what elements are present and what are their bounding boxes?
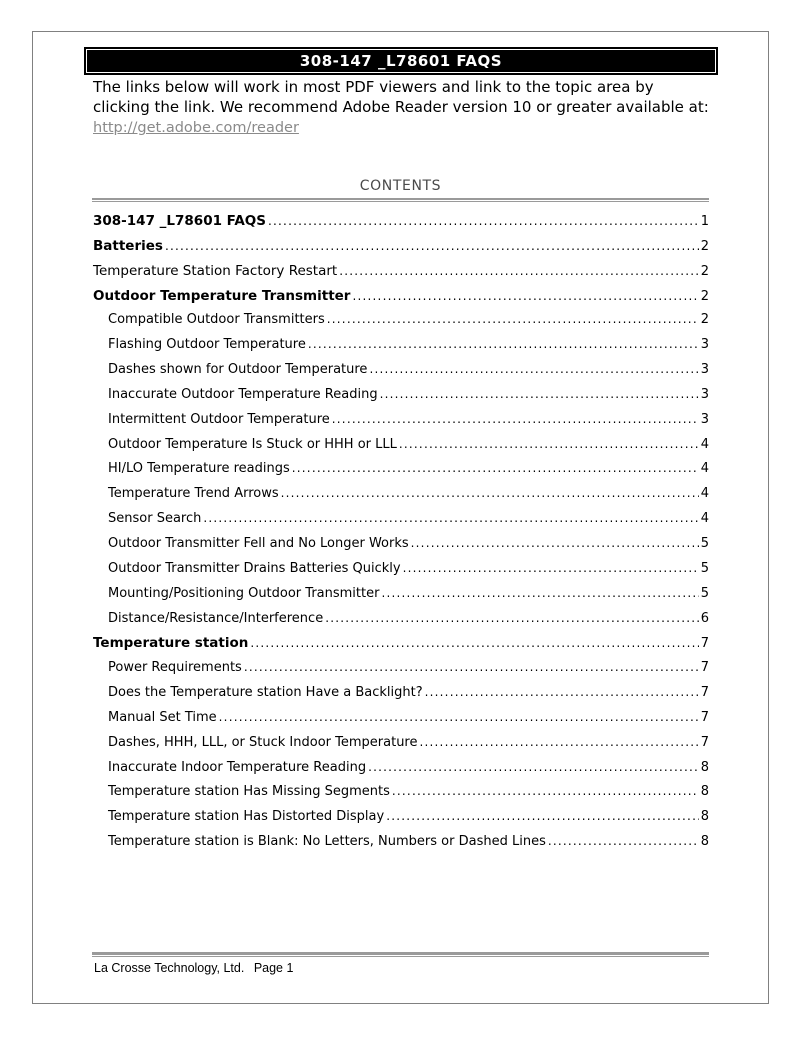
toc-entry-flashing-outdoor[interactable] xyxy=(93,337,709,362)
toc-leader xyxy=(268,214,699,228)
toc-leader xyxy=(203,511,698,525)
toc-entry-label: Temperature station Has Missing Segments xyxy=(108,784,390,800)
toc-page-number: 8 xyxy=(700,784,709,800)
toc-page-number: 1 xyxy=(700,214,709,229)
toc-leader xyxy=(339,264,698,278)
toc-leader xyxy=(281,486,699,500)
toc-entry-label: HI/LO Temperature readings xyxy=(108,461,290,477)
toc-page-number: 3 xyxy=(700,362,709,378)
toc-leader xyxy=(368,760,699,774)
toc-page-number: 4 xyxy=(700,436,709,452)
toc-entry-factory-restart[interactable] xyxy=(93,263,709,288)
toc-leader xyxy=(399,437,699,451)
toc-entry-label: Inaccurate Outdoor Temperature Reading xyxy=(108,386,378,402)
page-footer xyxy=(94,961,299,975)
toc-page-number: 8 xyxy=(700,809,709,825)
toc-leader xyxy=(386,809,699,823)
toc-entry-intermittent-outdoor[interactable] xyxy=(93,412,709,437)
toc-leader xyxy=(369,362,698,376)
intro-paragraph xyxy=(93,77,713,138)
toc-entry-label: Mounting/Positioning Outdoor Transmitter xyxy=(108,585,380,601)
toc-page-number: 5 xyxy=(700,585,709,601)
toc-entry-faqs[interactable] xyxy=(93,213,709,238)
toc-page-number: 3 xyxy=(700,337,709,353)
toc-leader xyxy=(548,834,699,848)
toc-leader xyxy=(292,461,699,475)
toc-entry-inaccurate-outdoor[interactable] xyxy=(93,387,709,412)
toc-entry-label: Compatible Outdoor Transmitters xyxy=(108,312,325,328)
toc-page-number: 7 xyxy=(700,685,709,701)
toc-leader xyxy=(381,586,698,600)
toc-page-number: 7 xyxy=(700,636,709,652)
toc-entry-backlight[interactable] xyxy=(93,685,709,710)
toc-page-number: 2 xyxy=(700,263,709,279)
intro-text: The links below will work in most PDF viewers and link to the topic area by clicking the link. We recommend Adobe Reader version 10 or greater available at: xyxy=(93,78,709,116)
toc-entry-label: Manual Set Time xyxy=(108,709,217,725)
toc-page-number: 2 xyxy=(700,288,709,304)
contents-divider xyxy=(92,198,709,202)
toc-page-number: 4 xyxy=(700,461,709,477)
toc-entry-stuck-outdoor[interactable] xyxy=(93,437,709,462)
toc-entry-label: Outdoor Temperature Transmitter xyxy=(93,287,351,304)
toc-entry-label: Outdoor Temperature Is Stuck or HHH or LLL xyxy=(108,436,397,452)
toc-entry-transmitter-fell[interactable] xyxy=(93,536,709,561)
toc-entry-temperature-station[interactable] xyxy=(93,635,709,660)
toc-entry-label: Temperature station is Blank: No Letters, Numbers or Dashed Lines xyxy=(108,834,546,850)
toc-page-number: 3 xyxy=(700,386,709,402)
toc-leader xyxy=(425,685,699,699)
toc-entry-sensor-search[interactable] xyxy=(93,511,709,536)
toc-leader xyxy=(411,536,699,550)
toc-entry-label: Power Requirements xyxy=(108,660,242,676)
toc-entry-inaccurate-indoor[interactable] xyxy=(93,760,709,785)
toc-entry-stuck-indoor[interactable] xyxy=(93,735,709,760)
toc-leader xyxy=(250,636,698,650)
toc-entry-outdoor-transmitter[interactable] xyxy=(93,288,709,313)
footer-page-number: Page 1 xyxy=(253,961,294,975)
toc-entry-label: Temperature station Has Distorted Display xyxy=(108,809,385,825)
toc-entry-batteries[interactable] xyxy=(93,238,709,263)
toc-entry-dashes-outdoor[interactable] xyxy=(93,362,709,387)
toc-entry-power-requirements[interactable] xyxy=(93,660,709,685)
toc-entry-trend-arrows[interactable] xyxy=(93,486,709,511)
toc-leader xyxy=(392,784,699,798)
toc-leader xyxy=(403,561,699,575)
toc-entry-label: Distance/Resistance/Interference xyxy=(108,610,324,626)
toc-leader xyxy=(219,710,699,724)
page-title: 308-147 _L78601 FAQS xyxy=(299,52,503,70)
toc-page-number: 8 xyxy=(700,834,709,850)
toc-page-number: 5 xyxy=(700,535,709,551)
toc-entry-label: Batteries xyxy=(93,237,163,254)
toc-leader xyxy=(327,312,699,326)
adobe-reader-link[interactable]: http://get.adobe.com/reader xyxy=(93,120,299,136)
toc-page-number: 4 xyxy=(700,486,709,502)
toc-entry-manual-set-time[interactable] xyxy=(93,710,709,735)
toc-page-number: 7 xyxy=(700,734,709,750)
toc-entry-label: Intermittent Outdoor Temperature xyxy=(108,411,330,427)
toc-page-number: 8 xyxy=(700,759,709,775)
footer-divider xyxy=(92,952,709,957)
toc-entry-label: Temperature Station Factory Restart xyxy=(93,262,338,279)
toc-page-number: 2 xyxy=(700,312,709,328)
toc-entry-drains-batteries[interactable] xyxy=(93,561,709,586)
toc-page-number: 4 xyxy=(700,511,709,527)
footer-company: La Crosse Technology, Ltd. xyxy=(94,961,245,975)
toc-page-number: 7 xyxy=(700,709,709,725)
toc-entry-hilo-readings[interactable] xyxy=(93,461,709,486)
toc-entry-distance-interference[interactable] xyxy=(93,611,709,636)
toc-entry-missing-segments[interactable] xyxy=(93,784,709,809)
table-of-contents xyxy=(93,213,709,859)
toc-entry-label: Sensor Search xyxy=(108,511,202,527)
title-banner xyxy=(84,47,718,75)
toc-leader xyxy=(165,239,699,253)
toc-entry-label: Does the Temperature station Have a Backlight? xyxy=(108,685,423,701)
toc-entry-label: Dashes, HHH, LLL, or Stuck Indoor Temperature xyxy=(108,734,418,750)
contents-heading: CONTENTS xyxy=(359,178,442,194)
toc-page-number: 3 xyxy=(700,411,709,427)
toc-entry-compatible-transmitters[interactable] xyxy=(93,312,709,337)
toc-entry-blank-display[interactable] xyxy=(93,834,709,859)
toc-leader xyxy=(325,611,699,625)
toc-leader xyxy=(308,337,699,351)
toc-entry-label: Temperature station xyxy=(93,635,249,652)
toc-entry-label: Temperature Trend Arrows xyxy=(108,486,279,502)
title-banner-inner xyxy=(86,49,716,73)
toc-page-number: 7 xyxy=(700,660,709,676)
toc-leader xyxy=(244,660,699,674)
toc-entry-label: Inaccurate Indoor Temperature Reading xyxy=(108,759,367,775)
toc-page-number: 5 xyxy=(700,560,709,576)
toc-entry-label: Outdoor Transmitter Fell and No Longer Works xyxy=(108,535,409,551)
toc-entry-label: Outdoor Transmitter Drains Batteries Quickly xyxy=(108,560,401,576)
toc-entry-label: Flashing Outdoor Temperature xyxy=(108,337,306,353)
toc-leader xyxy=(352,289,698,303)
toc-entry-distorted-display[interactable] xyxy=(93,809,709,834)
toc-page-number: 6 xyxy=(700,610,709,626)
toc-leader xyxy=(332,412,699,426)
toc-leader xyxy=(420,735,699,749)
toc-leader xyxy=(380,387,699,401)
toc-entry-label: Dashes shown for Outdoor Temperature xyxy=(108,362,368,378)
toc-page-number: 2 xyxy=(700,238,709,254)
toc-entry-mounting[interactable] xyxy=(93,586,709,611)
toc-entry-label: 308-147 _L78601 FAQS xyxy=(93,213,267,229)
